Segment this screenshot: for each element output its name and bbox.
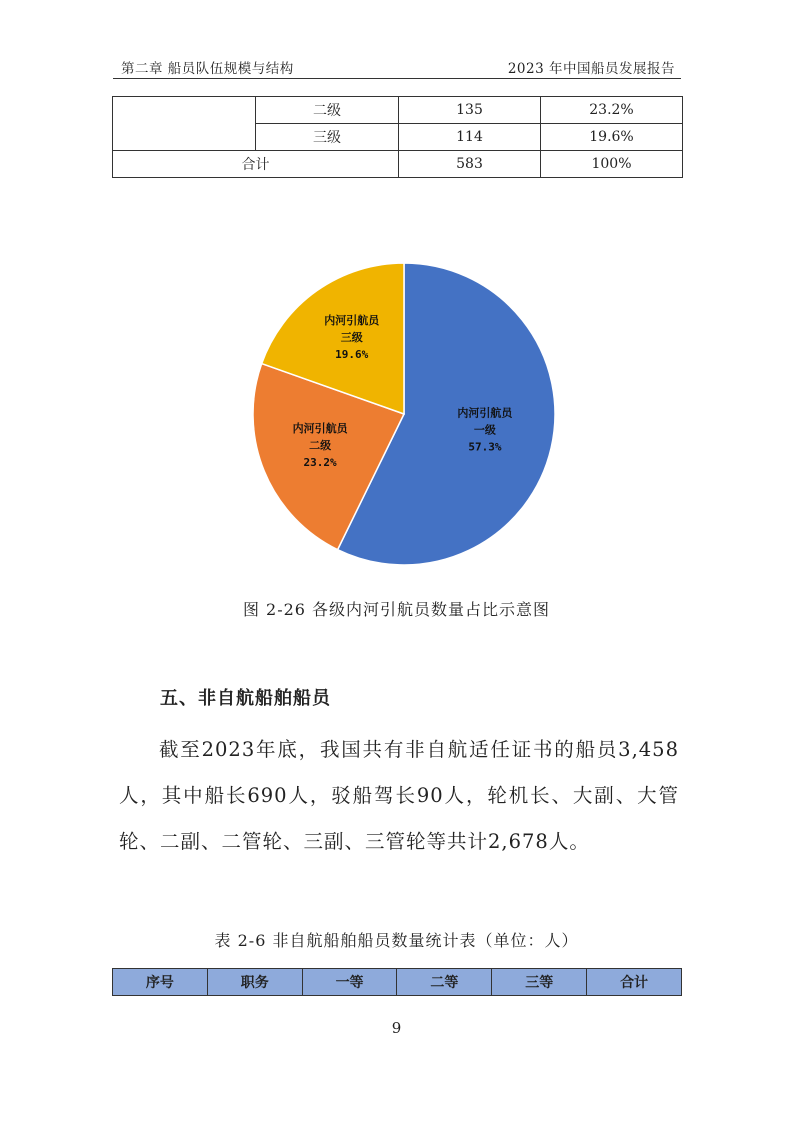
- pie-label-line: 内河引航员: [292, 422, 348, 436]
- table-row: [113, 97, 683, 124]
- table-cell-percent: 23.2%: [541, 97, 683, 124]
- pie-label-line: 57.3%: [468, 440, 502, 454]
- pie-label-line: 23.2%: [303, 456, 337, 470]
- page-number: 9: [391, 1019, 402, 1037]
- table-caption: 表 2-6 非自航船舶船员数量统计表（单位：人）: [214, 931, 579, 950]
- header-cell-total: 合计: [587, 969, 682, 996]
- table-cell-percent: 19.6%: [541, 124, 683, 151]
- body-paragraph: 截至2023年底，我国共有非自航适任证书的船员3,458人，其中船长690人，驳船驾长90人，轮机长、大副、大管轮、二副、二管轮、三副、三管轮等共计2,678人。: [119, 738, 679, 853]
- pie-label-line: 内河引航员: [324, 314, 380, 328]
- header-cell-grade-2: 二等: [397, 969, 492, 996]
- header-cell-position: 职务: [207, 969, 302, 996]
- table-cell-total-label: 合计: [113, 151, 399, 178]
- pie-label-line: 二级: [309, 439, 332, 453]
- header-cell-grade-3: 三等: [492, 969, 587, 996]
- table-cell-total-percent: 100%: [541, 151, 683, 178]
- section-title: 五、非自航船舶船员: [160, 688, 331, 709]
- table-cell-category: [113, 97, 256, 151]
- table-cell-level: 三级: [256, 124, 399, 151]
- pie-label-line: 内河引航员: [457, 406, 513, 420]
- table-cell-count: 135: [399, 97, 541, 124]
- pilot-level-table: [112, 96, 683, 178]
- table-row-total: [113, 151, 683, 178]
- header-left: 第二章 船员队伍规模与结构: [121, 61, 294, 77]
- pie-label-line: 三级: [340, 331, 363, 345]
- header-rule: [113, 78, 681, 79]
- table-header-row: [113, 969, 682, 996]
- header-right: 2023 年中国船员发展报告: [507, 61, 675, 77]
- non-self-propelled-crew-table: [112, 968, 682, 996]
- figure-caption: 图 2-26 各级内河引航员数量占比示意图: [242, 600, 551, 619]
- table-cell-count: 114: [399, 124, 541, 151]
- header-cell-index: 序号: [113, 969, 208, 996]
- pie-label-line: 一级: [473, 423, 496, 437]
- table-cell-level: 二级: [256, 97, 399, 124]
- pie-chart: [240, 250, 570, 580]
- header-cell-grade-1: 一等: [302, 969, 397, 996]
- table-cell-total-count: 583: [399, 151, 541, 178]
- pie-label-line: 19.6%: [335, 348, 369, 362]
